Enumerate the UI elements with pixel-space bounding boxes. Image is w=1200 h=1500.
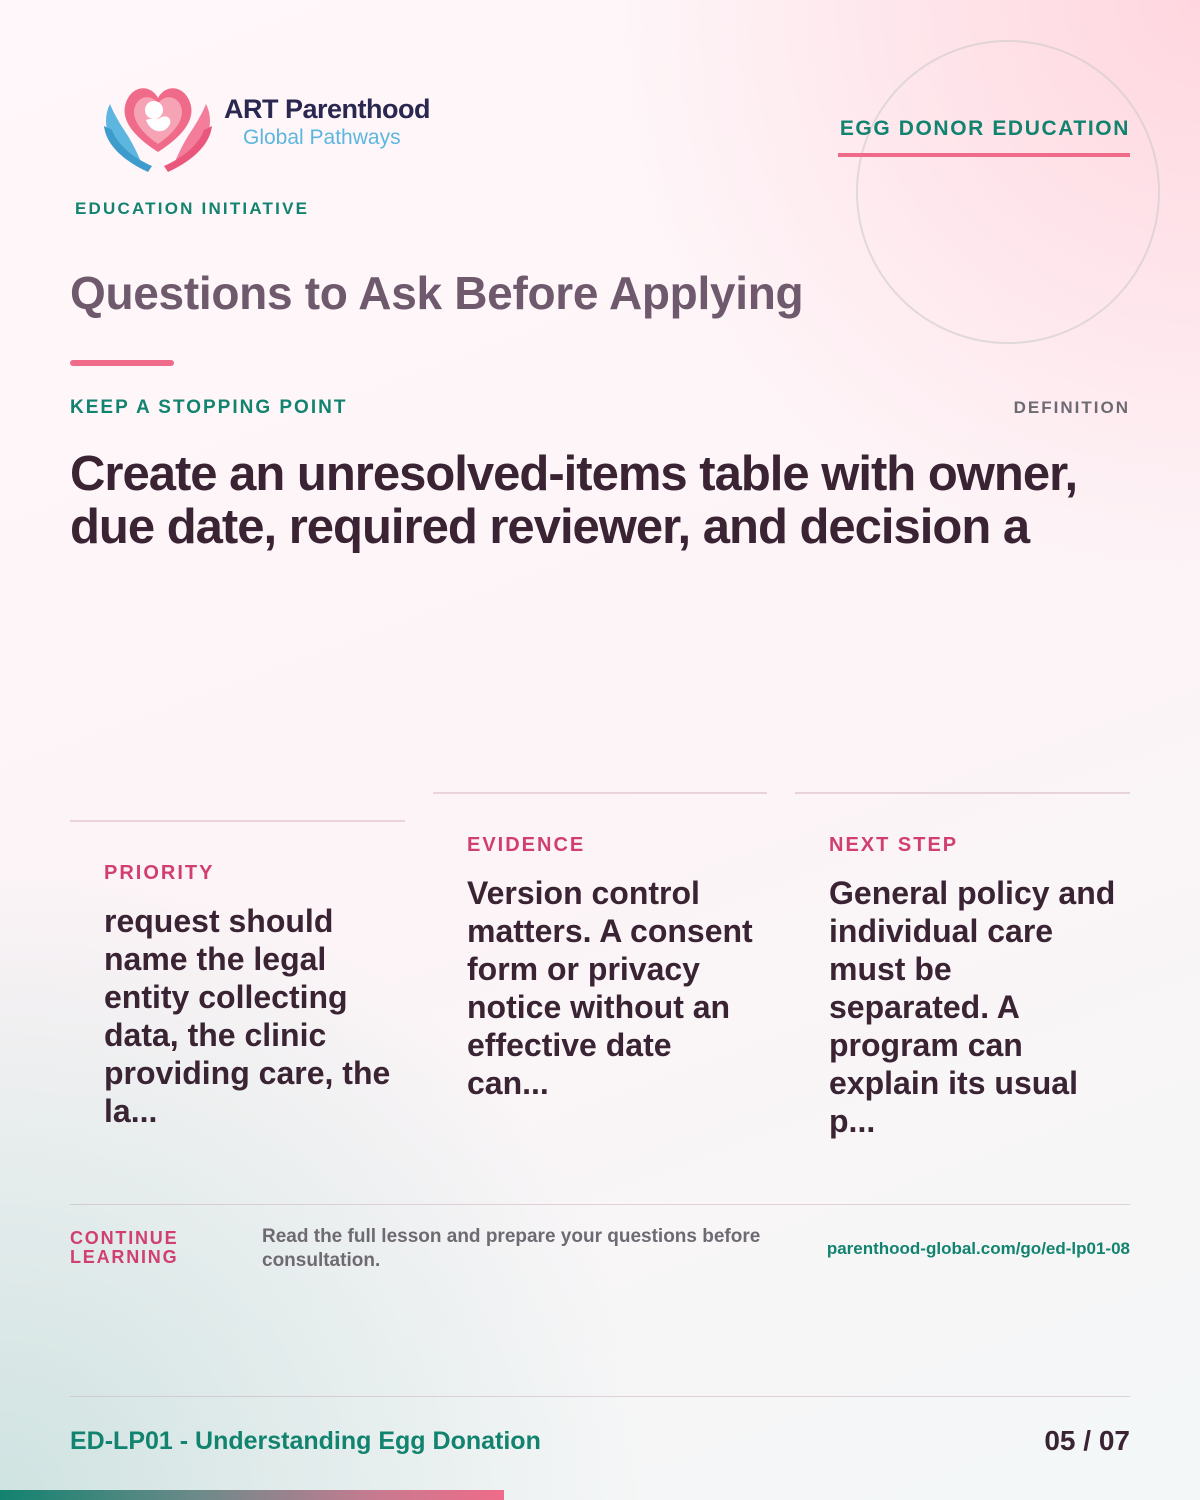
series-tag-underline: [838, 153, 1130, 157]
section-kicker: KEEP A STOPPING POINT: [70, 397, 348, 418]
card-label: PRIORITY: [104, 862, 215, 884]
brand-logo-icon: [100, 74, 216, 174]
progress-bar-fill: [0, 1490, 504, 1500]
card-text: Version control matters. A consent form or privacy notice without an effective date can...: [467, 875, 753, 1101]
course-title: ED-LP01 - Understanding Egg Donation: [70, 1427, 541, 1455]
continue-learning-label: CONTINUE LEARNING: [70, 1228, 179, 1267]
section-type-label: DEFINITION: [1013, 398, 1130, 417]
brand-subtitle: Global Pathways: [243, 126, 401, 149]
lesson-link[interactable]: parenthood-global.com/go/ed-lp01-08: [826, 1239, 1130, 1258]
card-priority: [70, 820, 405, 1129]
series-tag: EGG DONOR EDUCATION: [839, 117, 1130, 140]
card-text: General policy and individual care must be separated. A program can explain its usual p...: [829, 875, 1116, 1139]
progress-bar: [0, 1490, 1200, 1500]
card-next-step: [795, 792, 1130, 1139]
title-accent-bar: [70, 360, 174, 366]
education-initiative-label: EDUCATION INITIATIVE: [75, 199, 310, 218]
page-counter: 05 / 07: [1044, 1425, 1130, 1456]
card-text: request should name the legal entity collecting data, the clinic providing care, the la...: [104, 903, 391, 1129]
card-label: NEXT STEP: [829, 834, 959, 856]
brand-name: ART Parenthood: [224, 94, 430, 124]
divider: [70, 1204, 1130, 1205]
card-label: EVIDENCE: [467, 834, 586, 856]
card-evidence: [433, 792, 767, 1101]
continue-learning-text: Read the full lesson and prepare your questions before consultation.: [262, 1226, 761, 1271]
page-title: Questions to Ask Before Applying: [70, 267, 804, 319]
section-headline: Create an unresolved-items table with owner, due date, required reviewer, and decision a: [70, 447, 1078, 554]
divider: [70, 1396, 1130, 1397]
decorative-circle: [856, 40, 1160, 344]
